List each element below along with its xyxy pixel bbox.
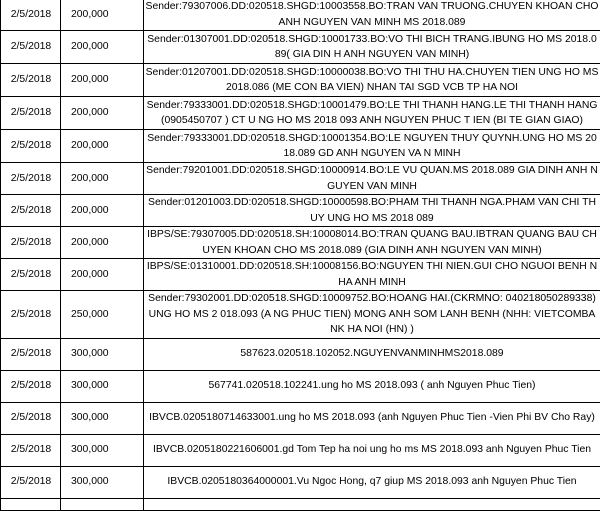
- amount-cell: 200,000: [61, 163, 144, 195]
- table-row: [1, 338, 600, 370]
- date-cell: 2/5/2018: [1, 434, 61, 466]
- date-cell: 2/5/2018: [1, 259, 61, 291]
- description-cell: IBVCB.0205180364000001.Vu Ngoc Hong, q7 giup MS 2018.093 anh Nguyen Phuc Tien: [144, 466, 600, 498]
- table-row: [1, 195, 600, 227]
- table-row: [1, 163, 600, 195]
- table-row: [1, 130, 600, 163]
- description-cell: IBPS/SE:79307005.DD:020518.SH:10008014.BO:TRAN QUANG BAU.IBTRAN QUANG BAU CHUYEN KHOAN CHO MS 2018.089 (GIA DINH ANH NGUYEN VAN MINH): [144, 227, 600, 259]
- date-cell: 2/5/2018: [1, 466, 61, 498]
- table-row: [1, 291, 600, 339]
- table-row: [1, 402, 600, 434]
- description-cell: Sender:01201003.DD:020518.SHGD:10000598.BO:PHAM THI THANH NGA.PHAM VAN CHI THUY UNG HO MS 2018 089: [144, 195, 600, 227]
- amount-cell: 200,000: [61, 259, 144, 291]
- description-cell: [144, 498, 600, 510]
- transactions-body: [1, 0, 600, 510]
- description-cell: Sender:79333001.DD:020518.SHGD:10001479.BO:LE THI THANH HANG.LE THI THANH HANG (0905450707 ) CT U NG HO MS 2018 093 ANH NGUYEN PHUC T IEN (BI TE GIAN GIAO): [144, 97, 600, 130]
- amount-cell: 300,000: [61, 402, 144, 434]
- description-cell: Sender:79307006.DD:020518.SHGD:10003558.BO:TRAN VAN TRUONG.CHUYEN KHOAN CHO ANH NGUYEN VAN MINH MS 2018.089: [144, 0, 600, 31]
- description-cell: Sender:79302001.DD:020518.SHGD:10009752.BO:HOANG HAI.(CKRMNO: 040218050289338)UNG HO MS 2 018.093 (A NG PHUC TIEN) MONG ANH SOM LANH BENH (NHH: VIETCOMBANK HA NOI (HN) ): [144, 291, 600, 339]
- amount-cell: 200,000: [61, 130, 144, 163]
- amount-cell: 300,000: [61, 338, 144, 370]
- date-cell: 2/5/2018: [1, 130, 61, 163]
- amount-cell: 300,000: [61, 434, 144, 466]
- date-cell: 2/5/2018: [1, 163, 61, 195]
- date-cell: 2/5/2018: [1, 0, 61, 31]
- date-cell: 2/5/2018: [1, 291, 61, 339]
- date-cell: 2/5/2018: [1, 402, 61, 434]
- date-cell: 2/5/2018: [1, 97, 61, 130]
- amount-cell: 200,000: [61, 31, 144, 64]
- table-row: [1, 0, 600, 31]
- amount-cell: 250,000: [61, 291, 144, 339]
- date-cell: 2/5/2018: [1, 31, 61, 64]
- table-row: [1, 370, 600, 402]
- amount-cell: 200,000: [61, 195, 144, 227]
- description-cell: Sender:79333001.DD:020518.SHGD:10001354.BO:LE NGUYEN THUY QUYNH.UNG HO MS 2018.089 GD ANH NGUYEN VA N MINH: [144, 130, 600, 163]
- description-cell: IBPS/SE:01310001.DD:020518.SH:10008156.BO:NGUYEN THI NIEN.GUI CHO NGUOI BENH NHA ANH MINH: [144, 259, 600, 291]
- description-cell: IBVCB.0205180714633001.ung ho MS 2018.093 (anh Nguyen Phuc Tien -Vien Phi BV Cho Ray): [144, 402, 600, 434]
- table-row: [1, 498, 600, 510]
- table-row: [1, 31, 600, 64]
- amount-cell: 200,000: [61, 97, 144, 130]
- amount-cell: 200,000: [61, 64, 144, 97]
- description-cell: Sender:01207001.DD:020518.SHGD:10000038.BO:VO THI THU HA.CHUYEN TIEN UNG HO MS2018.086 (ME CON BA VIEN) NHAN TAI SGD VCB TP HA NOI: [144, 64, 600, 97]
- date-cell: 2/5/2018: [1, 227, 61, 259]
- description-cell: Sender:01307001.DD:020518.SHGD:10001733.BO:VO THI BICH TRANG.IBUNG HO MS 2018.089( GIA DIN H ANH NGUYEN VAN MINH): [144, 31, 600, 64]
- amount-cell: [61, 498, 144, 510]
- description-cell: 567741.020518.102241.ung ho MS 2018.093 ( anh Nguyen Phuc Tien): [144, 370, 600, 402]
- amount-cell: 300,000: [61, 370, 144, 402]
- table-row: [1, 434, 600, 466]
- amount-cell: 300,000: [61, 466, 144, 498]
- amount-cell: 200,000: [61, 227, 144, 259]
- description-cell: Sender:79201001.DD:020518.SHGD:10000914.BO:LE VU QUAN.MS 2018.089 GIA DINH ANH NGUYEN VAN MINH: [144, 163, 600, 195]
- table-row: [1, 259, 600, 291]
- date-cell: 2/5/2018: [1, 195, 61, 227]
- amount-cell: 200,000: [61, 0, 144, 31]
- table-row: [1, 227, 600, 259]
- date-cell: 2/5/2018: [1, 370, 61, 402]
- table-row: [1, 97, 600, 130]
- description-cell: IBVCB.0205180221606001.gd Tom Tep ha noi ung ho ms MS 2018.093 anh Nguyen Phuc Tien: [144, 434, 600, 466]
- date-cell: [1, 498, 61, 510]
- table-row: [1, 466, 600, 498]
- date-cell: 2/5/2018: [1, 64, 61, 97]
- table-row: [1, 64, 600, 97]
- date-cell: 2/5/2018: [1, 338, 61, 370]
- description-cell: 587623.020518.102052.NGUYENVANMINHMS2018.089: [144, 338, 600, 370]
